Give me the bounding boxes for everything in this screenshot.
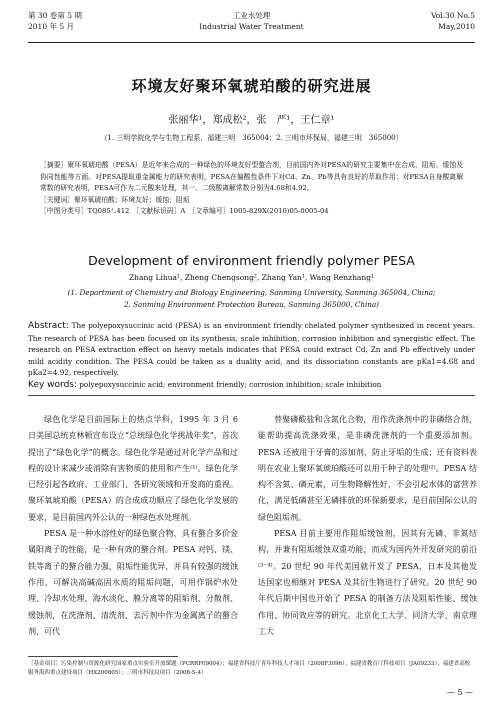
running-header <box>28 10 475 46</box>
body-paragraph: PESA 目前主要用作阻垢缓蚀剂，因其有无磷、非氮结构，并兼有阻垢缓蚀双重功能，而成为国内外开发研究的前沿⁽³⁻⁴⁾。20 世纪 90 年代美国就开发了 PESA，日本及其他发达国家也相继对 PESA 及其衍生物进行了研究。20 世纪 90 年代后期中国也开始了 PESA 的制备方法及阻垢性能、缓蚀作用、协同效应等的研究。北京化工大学、同济大学、南京理工大 <box>258 529 477 636</box>
keywords-label: Key words: <box>28 380 78 390</box>
journal-volume-english: Vol.30 No.5 May,2010 <box>430 11 475 31</box>
body-paragraph: PESA 是一种水溶性好的绿色聚合物，具有螯合多价金属阳离子的性能，是一种有效的螯合剂。PESA 对钙、镁、铁等离子的螯合能力强，阻垢性能优异，并具有较强的缓蚀作用，可解决高碱高固水质的阻垢问题，可用作锅炉水处理、冷却水处理、海水淡化、膜分离等的阻垢剂、分散剂、缓蚀剂，在洗涤剂、清洗剂、去污剂中作为金属离子的螯合剂，可代 <box>28 529 238 636</box>
english-keywords <box>28 380 475 390</box>
english-title: Development of environment friendly polymer PESA <box>88 253 415 268</box>
journal-volume-issue: 第 30 卷第 5 期 2010 年 5 月 <box>28 11 82 31</box>
abstract-text: The polyepoxysuccinic acid (PESA) is an environment friendly chelated polymer synthesized in recent years. The research of PESA has been focused on its synthesis, scale inhibition, corrosion inhibition and synergistic effect. The research on PESA extraction effect on heavy metals indicates that PESA could extract Cd, Zn and Pb effectively under mild acidity condition. The PESA could be taken as a duality acid, and its dissociation constants are pKa1=4.68 and pKa2=4.92, respectively. <box>28 321 475 378</box>
header-rule <box>28 42 475 43</box>
page-number: — 5 — <box>446 688 473 697</box>
section-divider <box>28 395 475 396</box>
journal-name: 工业水处理 Industrial Water Treatment <box>199 11 304 31</box>
body-column-right <box>258 412 477 640</box>
body-column-left <box>28 412 238 640</box>
body-paragraph: 替聚磷酸盐和含氮化合物，用作洗涤剂中的非磷络合剂，能帮助提高洗涤效果，是非磷洗涤剂的一个重要添加剂。PESA 还被用于牙膏的添加剂，防止牙垢的生成；还有资料表明在农业上聚环氧琥珀酸还可以用于种子的处理⁽²⁾。PESA 结构不含氮、磷元素，可生物降解性好，不会引起水体的富营养化，满足低磷甚至无磷排放的环保新要求，是目前国际公认的绿色阻垢剂。 <box>258 415 477 522</box>
chinese-abstract-block <box>40 160 463 218</box>
classification-line: ［中图分类号］TQ085⁺.412 ［文献标识码］A ［文章编号］1005-829X(2010)05-0005-04 <box>40 207 329 215</box>
english-affiliation: (1. Department of Chemistry and Biology Engineering, Sanming University, Sanming 365004, China; 2. Sanming Environment Protection Bureau, Sanming 365000, China) <box>67 288 436 309</box>
english-authors: Zhang Lihua¹, Zheng Chengsong², Zhang Yan¹, Wang Renzhang¹ <box>128 273 375 282</box>
keywords-text: polyepoxysuccinic acid; environment friendly; corrosion inhibition; scale inhibition <box>77 380 382 389</box>
abstract-label: Abstract: <box>28 321 69 331</box>
english-abstract <box>28 320 475 379</box>
chinese-abstract: ［摘要］聚环氧琥珀酸（PESA）是近年来合成的一种绿色的环境友好型螯合剂，目前国内外对PESA的研究主要集中在合成、阻垢、缓蚀及协同性能等方面。对PESA提取重金属能力的研究表明，PESA在偏酸性条件下对Cd、Zn、Pb等具有良好的萃取作用；对PESA自身酸离解常数的研究表明，PESA可作为二元酸来处理，其一、二级酸离解常数分别为4.68和4.92。 <box>40 161 463 192</box>
chinese-keywords: ［关键词］聚环氧琥珀酸；环境友好；缓蚀；阻垢 <box>40 195 190 204</box>
author-list: 张丽华¹，郑成松²，张 严¹，王仁章¹ <box>168 115 335 126</box>
paper-title: 环境友好聚环氧琥珀酸的研究进展 <box>131 77 372 95</box>
body-paragraph: 绿色化学是目前国际上的热点学科，1995 年 3 月 6 日美国总统克林顿宣布设立“总统绿色化学挑战年奖”，首次提出了“绿色化学”的概念。绿色化学是通过对化学产品和过程的设计来减少或消除有害物质的使用和产生⁽¹⁾。绿色化学已经引起各政府、工业部门、各研究领域和开发商的重视。聚环氧琥珀酸（PESA）的合成成功顺应了绿色化学发展的要求，是目前国内外公认的一种绿色水处理剂。 <box>28 415 238 522</box>
funding-footnote: ［基金项目］污染控制与资源化研究国家重点实验室开放课题（PCRRF09004）；福建省科技厅青年科技人才项目（2008F3096）；福建省教育厅科技项目（JA09233）；福建省高校服务海西重点建设项目（HX200805）；三明市科技局项目（2008-S-4） <box>28 661 471 676</box>
affiliation: （1. 三明学院化学与生物工程系，福建三明 365004；2. 三明市环保局，福建三明 365000） <box>100 134 403 142</box>
footnote-rule <box>28 656 178 657</box>
